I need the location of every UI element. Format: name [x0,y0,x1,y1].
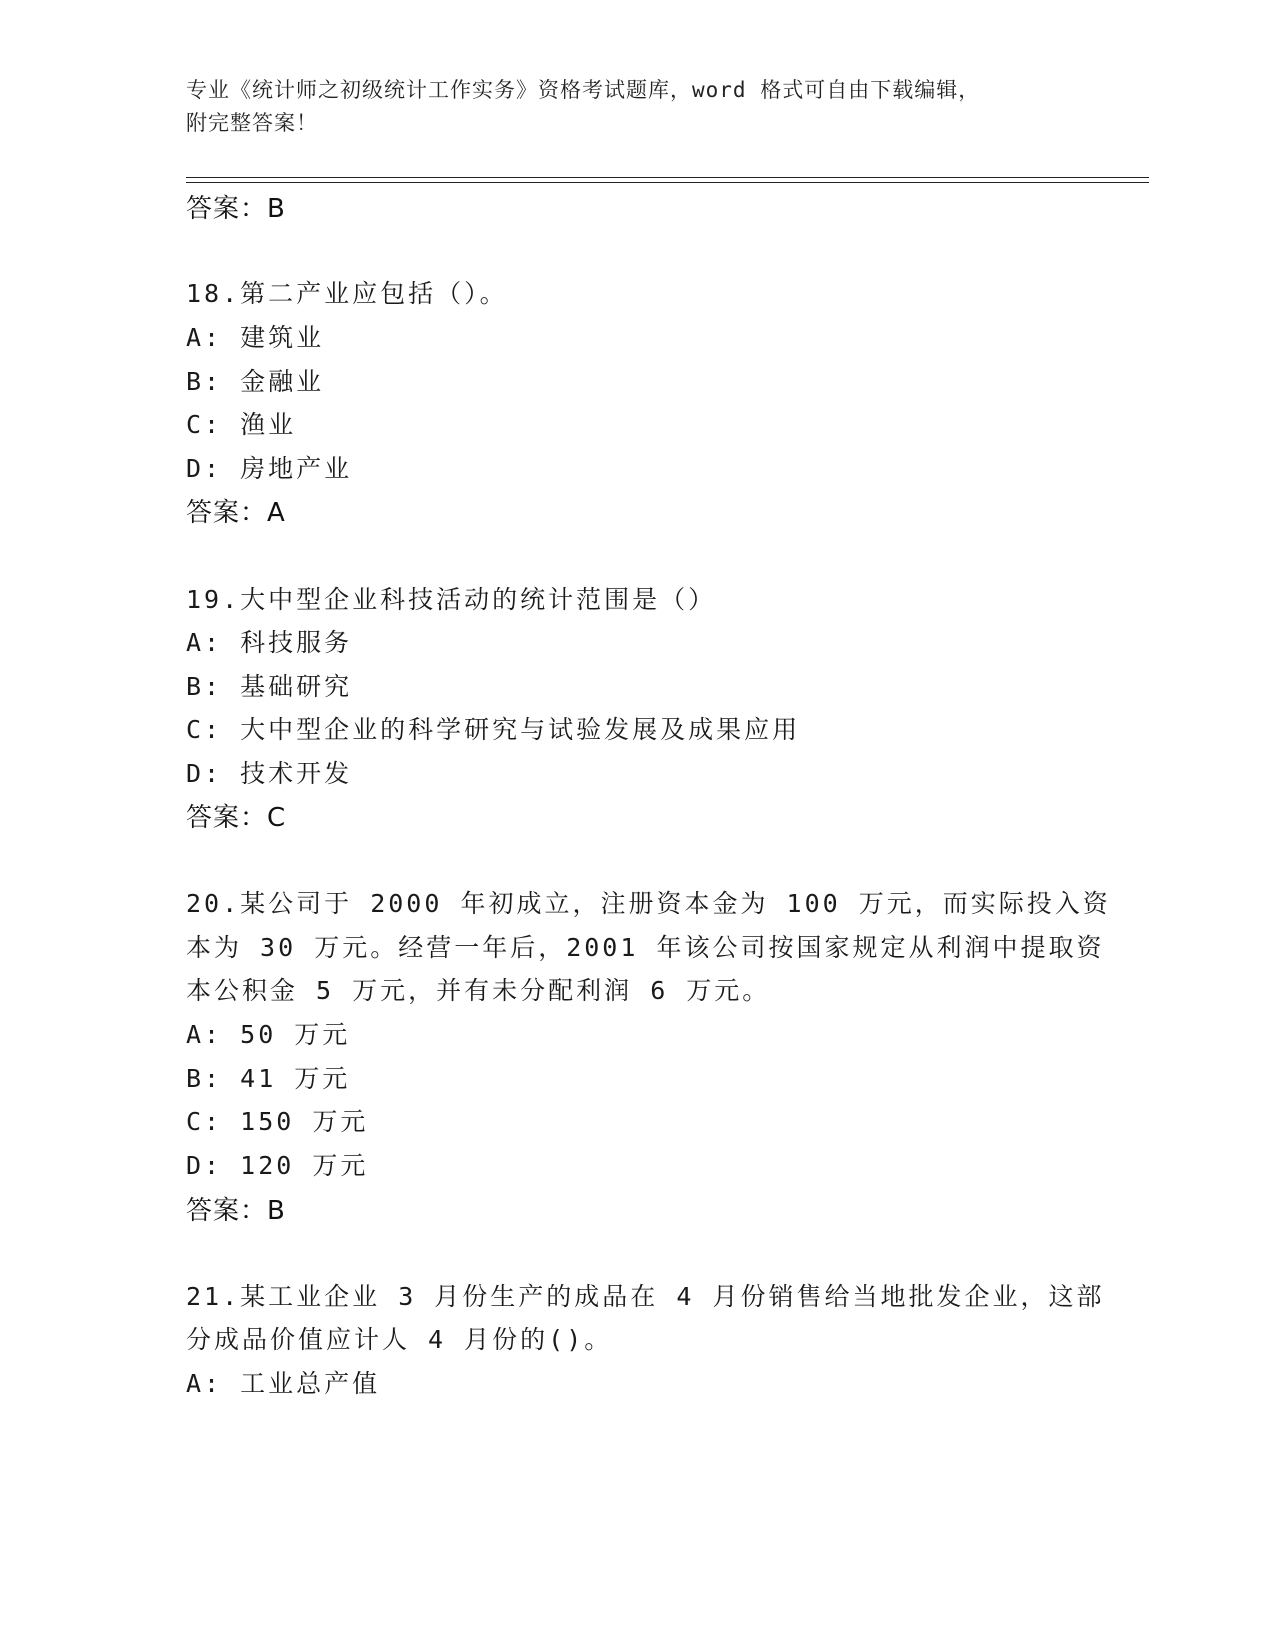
question-19-stem: 19.大中型企业科技活动的统计范围是（） [186,585,717,614]
question-18-answer: 答案：A [186,498,286,528]
question-19-option-c: C: 大中型企业的科学研究与试验发展及成果应用 [186,715,801,744]
question-19-option-d: D: 技术开发 [186,759,353,788]
question-18-option-a: A: 建筑业 [186,323,325,352]
answer-previous-question: 答案：B [186,194,286,224]
question-18-option-d: D: 房地产业 [186,454,353,483]
header-rule-bottom [186,182,1149,183]
question-20-stem-line-2: 本为 30 万元。经营一年后，2001 年该公司按国家规定从利润中提取资 [186,933,1105,962]
header-rule-top [186,177,1149,178]
question-18-stem: 18.第二产业应包括（）。 [186,279,508,308]
document-header [186,74,1086,140]
question-20-stem-line-1: 20.某公司于 2000 年初成立，注册资本金为 100 万元，而实际投入资 [186,889,1111,918]
question-18-option-b: B: 金融业 [186,367,325,396]
question-20-option-a: A: 50 万元 [186,1020,351,1049]
question-19-option-b: B: 基础研究 [186,672,353,701]
question-20-option-d: D: 120 万元 [186,1151,369,1180]
question-19-answer: 答案：C [186,803,287,833]
header-line-2: 附完整答案！ [186,111,318,135]
question-19-option-a: A: 科技服务 [186,628,353,657]
question-21-stem-line-2: 分成品价值应计人 4 月份的()。 [186,1325,613,1354]
question-18-option-c: C: 渔业 [186,410,297,439]
question-20-stem-line-3: 本公积金 5 万元，并有未分配利润 6 万元。 [186,976,771,1005]
question-20-option-b: B: 41 万元 [186,1064,351,1093]
question-20-answer: 答案：B [186,1196,286,1226]
header-line-1: 专业《统计师之初级统计工作实务》资格考试题库，word 格式可自由下载编辑， [186,78,981,102]
question-21-stem-line-1: 21.某工业企业 3 月份生产的成品在 4 月份销售给当地批发企业，这部 [186,1282,1105,1311]
question-21-option-a: A: 工业总产值 [186,1369,381,1398]
question-20-option-c: C: 150 万元 [186,1107,369,1136]
